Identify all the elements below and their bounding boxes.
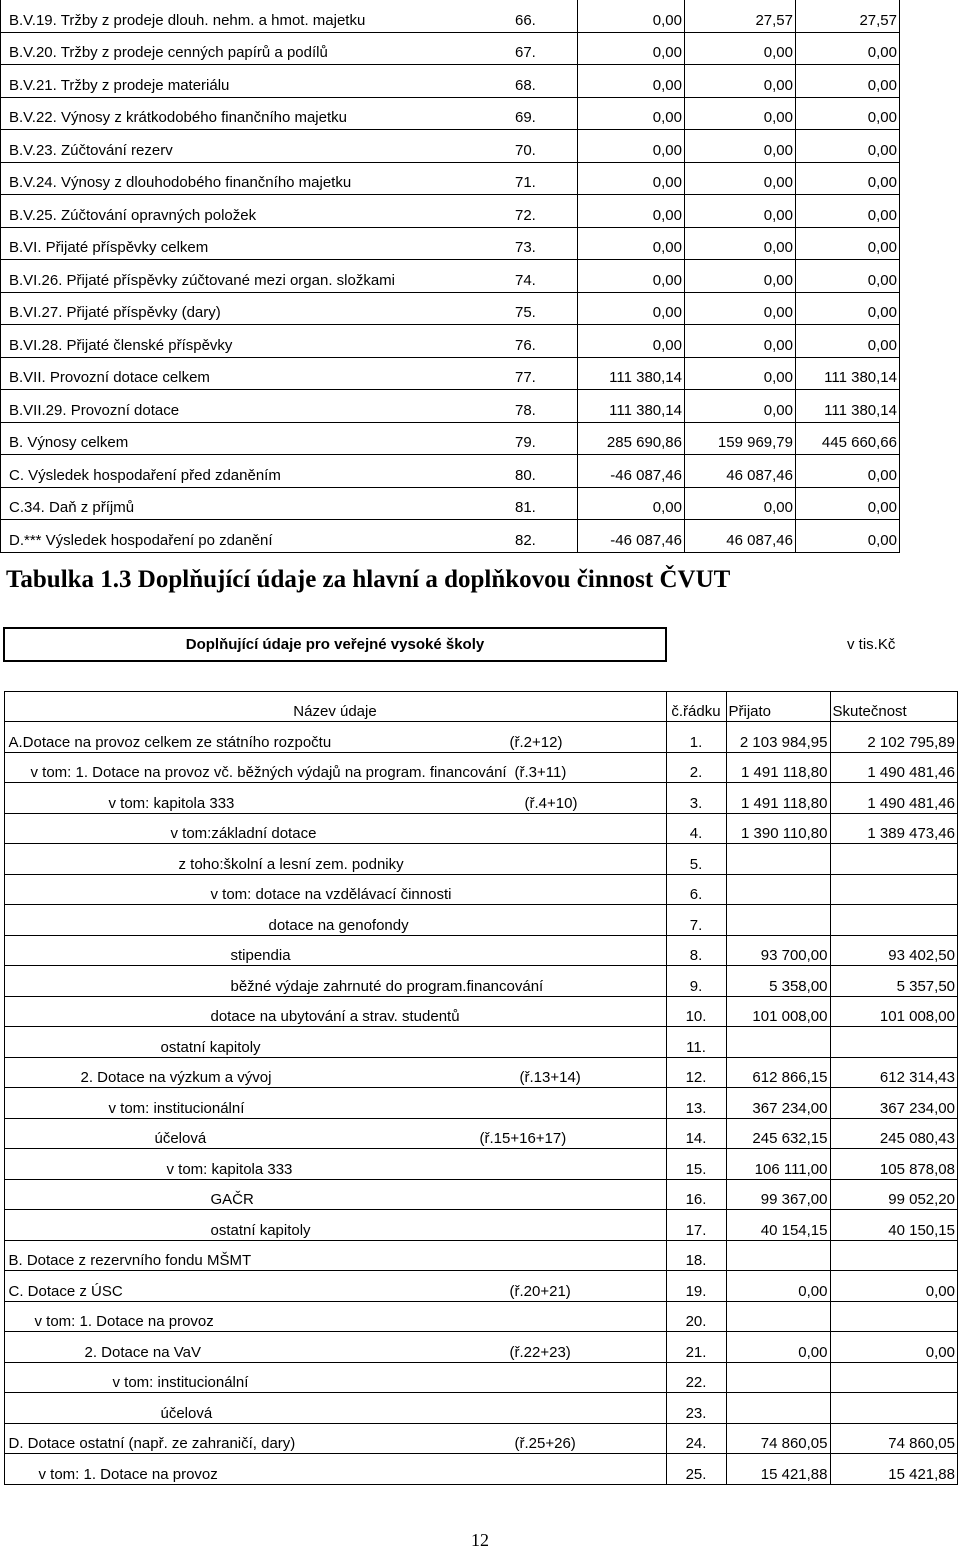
- table-row: [4, 1332, 958, 1363]
- value-1: 0,00: [578, 97, 685, 130]
- item-name: B. Výnosy celkem: [1, 422, 508, 455]
- item-cell: [4, 844, 666, 875]
- value-2: 159 969,79: [685, 422, 796, 455]
- value-3: 0,00: [796, 162, 900, 195]
- item-label: B. Dotace z rezervního fondu MŠMT: [8, 1252, 252, 1269]
- item-label: v tom: institucionální: [112, 1374, 249, 1391]
- row-number: 9.: [666, 966, 726, 997]
- row-number: 13.: [666, 1088, 726, 1119]
- row-number: 78.: [507, 390, 578, 423]
- table-row: [1, 422, 900, 455]
- header-received: Přijato: [726, 691, 830, 722]
- row-number: 68.: [507, 65, 578, 98]
- table-row: [4, 905, 958, 936]
- section-heading: Tabulka 1.3 Doplňující údaje za hlavní a doplňkovou činnost ČVUT: [6, 566, 731, 593]
- item-name: B.VI. Přijaté příspěvky celkem: [1, 227, 508, 260]
- value-3: 0,00: [796, 487, 900, 520]
- value-2: 0,00: [685, 97, 796, 130]
- item-label: dotace na genofondy: [268, 916, 409, 934]
- value-3: 0,00: [796, 65, 900, 98]
- item-cell: [4, 996, 666, 1027]
- row-number: 72.: [507, 195, 578, 228]
- received-value: 0,00: [726, 1332, 830, 1363]
- item-formula: (ř.22+23): [509, 1343, 571, 1361]
- row-number: 15.: [666, 1149, 726, 1180]
- row-number: 24.: [666, 1423, 726, 1454]
- item-name: B.VI.27. Přijaté příspěvky (dary): [1, 292, 508, 325]
- item-cell: [4, 1027, 666, 1058]
- table-row: [1, 357, 900, 390]
- value-2: 0,00: [685, 390, 796, 423]
- table-row: [4, 1454, 958, 1485]
- item-cell: [4, 1332, 666, 1363]
- table-row: [4, 783, 958, 814]
- received-value: [726, 1240, 830, 1271]
- row-number: 6.: [666, 874, 726, 905]
- row-number: 22.: [666, 1362, 726, 1393]
- actual-value: [830, 1362, 958, 1393]
- row-number: 16.: [666, 1179, 726, 1210]
- row-number: 76.: [507, 325, 578, 358]
- table-row: [1, 520, 900, 553]
- item-formula: (ř.20+21): [509, 1282, 571, 1300]
- value-3: 0,00: [796, 292, 900, 325]
- table-row: [4, 1149, 958, 1180]
- value-3: 0,00: [796, 97, 900, 130]
- value-1: 0,00: [578, 32, 685, 65]
- item-label: C. Dotace z ÚSC: [8, 1282, 123, 1300]
- row-number: 4.: [666, 813, 726, 844]
- received-value: 1 491 118,80: [726, 783, 830, 814]
- item-cell: [4, 1271, 666, 1302]
- actual-value: 612 314,43: [830, 1057, 958, 1088]
- value-2: 0,00: [685, 195, 796, 228]
- table-row: [4, 1423, 958, 1454]
- value-3: 111 380,14: [796, 357, 900, 390]
- item-name: B.V.24. Výnosy z dlouhodobého finančního majetku: [1, 162, 508, 195]
- actual-value: [830, 1240, 958, 1271]
- item-name: B.VII.29. Provozní dotace: [1, 390, 508, 423]
- value-2: 0,00: [685, 130, 796, 163]
- row-number: 67.: [507, 32, 578, 65]
- item-formula: (ř.13+14): [519, 1069, 581, 1086]
- item-label: ostatní kapitoly: [210, 1221, 311, 1239]
- table-row: [4, 844, 958, 875]
- actual-value: 2 102 795,89: [830, 722, 958, 753]
- table-row: [1, 260, 900, 293]
- table-row: [1, 487, 900, 520]
- item-name: D.*** Výsledek hospodaření po zdanění: [1, 520, 508, 553]
- row-number: 18.: [666, 1240, 726, 1271]
- value-2: 0,00: [685, 325, 796, 358]
- item-cell: [4, 935, 666, 966]
- value-3: 0,00: [796, 520, 900, 553]
- received-value: [726, 844, 830, 875]
- row-number: 3.: [666, 783, 726, 814]
- item-name: B.VII. Provozní dotace celkem: [1, 357, 508, 390]
- page-number: 12: [471, 1530, 489, 1550]
- actual-value: 5 357,50: [830, 966, 958, 997]
- item-cell: [4, 1057, 666, 1088]
- actual-value: 1 490 481,46: [830, 752, 958, 783]
- row-number: 66.: [507, 0, 578, 32]
- value-3: 111 380,14: [796, 390, 900, 423]
- unit-label: v tis.Kč: [847, 635, 896, 653]
- received-value: 101 008,00: [726, 996, 830, 1027]
- actual-value: 93 402,50: [830, 935, 958, 966]
- row-number: 23.: [666, 1393, 726, 1424]
- supplementary-data-table: [3, 627, 958, 1485]
- value-3: 0,00: [796, 260, 900, 293]
- received-value: 1 390 110,80: [726, 813, 830, 844]
- row-number: 79.: [507, 422, 578, 455]
- item-name: B.VI.28. Přijaté členské příspěvky: [1, 325, 508, 358]
- table-row: [1, 32, 900, 65]
- row-number: 12.: [666, 1057, 726, 1088]
- value-3: 27,57: [796, 0, 900, 32]
- received-value: [726, 874, 830, 905]
- received-value: 0,00: [726, 1271, 830, 1302]
- row-number: 82.: [507, 520, 578, 553]
- value-3: 0,00: [796, 32, 900, 65]
- row-number: 5.: [666, 844, 726, 875]
- received-value: [726, 1027, 830, 1058]
- table-row: [1, 130, 900, 163]
- table-title: Doplňující údaje pro veřejné vysoké školy: [4, 628, 666, 661]
- value-2: 27,57: [685, 0, 796, 32]
- table-row: [1, 292, 900, 325]
- item-cell: [4, 1423, 666, 1454]
- actual-value: [830, 905, 958, 936]
- row-number: 8.: [666, 935, 726, 966]
- item-cell: [4, 1149, 666, 1180]
- spacer-row: [4, 661, 958, 691]
- row-number: 71.: [507, 162, 578, 195]
- row-number: 70.: [507, 130, 578, 163]
- value-3: 0,00: [796, 227, 900, 260]
- row-number: 19.: [666, 1271, 726, 1302]
- header-row-number: č.řádku: [666, 691, 726, 722]
- value-1: -46 087,46: [578, 520, 685, 553]
- row-number: 81.: [507, 487, 578, 520]
- table-row: [4, 1057, 958, 1088]
- value-2: 0,00: [685, 32, 796, 65]
- row-number: 17.: [666, 1210, 726, 1241]
- actual-value: [830, 874, 958, 905]
- item-label: stipendia: [230, 947, 291, 964]
- item-cell: [4, 1301, 666, 1332]
- table-row: [1, 162, 900, 195]
- item-cell: [4, 966, 666, 997]
- item-label: v tom: 1. Dotace na provoz: [34, 1313, 214, 1330]
- table-row: [1, 227, 900, 260]
- actual-value: 0,00: [830, 1332, 958, 1363]
- actual-value: 101 008,00: [830, 996, 958, 1027]
- item-formula: (ř.3+11): [514, 764, 567, 781]
- item-cell: [4, 1454, 666, 1485]
- actual-value: 74 860,05: [830, 1423, 958, 1454]
- item-cell: [4, 722, 666, 753]
- value-1: 0,00: [578, 487, 685, 520]
- item-cell: [4, 813, 666, 844]
- received-value: [726, 1362, 830, 1393]
- item-name: B.V.21. Tržby z prodeje materiálu: [1, 65, 508, 98]
- value-3: 0,00: [796, 130, 900, 163]
- item-label: v tom:základní dotace: [170, 825, 317, 842]
- actual-value: 15 421,88: [830, 1454, 958, 1485]
- received-value: 99 367,00: [726, 1179, 830, 1210]
- item-name: B.V.25. Zúčtování opravných položek: [1, 195, 508, 228]
- value-1: 0,00: [578, 130, 685, 163]
- value-2: 0,00: [685, 162, 796, 195]
- table-row: [4, 996, 958, 1027]
- row-number: 2.: [666, 752, 726, 783]
- item-label: v tom: dotace na vzdělávací činnosti: [210, 886, 452, 903]
- actual-value: 40 150,15: [830, 1210, 958, 1241]
- table-row: [1, 390, 900, 423]
- header-name: Název údaje: [4, 691, 666, 722]
- value-1: 0,00: [578, 162, 685, 195]
- actual-value: 245 080,43: [830, 1118, 958, 1149]
- value-2: 0,00: [685, 357, 796, 390]
- row-number: 75.: [507, 292, 578, 325]
- item-name: B.V.22. Výnosy z krátkodobého finančního majetku: [1, 97, 508, 130]
- actual-value: [830, 844, 958, 875]
- item-label: v tom: kapitola 333: [166, 1160, 293, 1178]
- actual-value: [830, 1301, 958, 1332]
- value-3: 0,00: [796, 325, 900, 358]
- item-label: GAČR: [210, 1191, 254, 1208]
- item-cell: [4, 1179, 666, 1210]
- table-row: [4, 1362, 958, 1393]
- table-row: [4, 1271, 958, 1302]
- actual-value: 1 490 481,46: [830, 783, 958, 814]
- item-name: B.VI.26. Přijaté příspěvky zúčtované mezi organ. složkami: [1, 260, 508, 293]
- value-2: 46 087,46: [685, 455, 796, 488]
- row-number: 69.: [507, 97, 578, 130]
- item-formula: (ř.2+12): [509, 733, 563, 751]
- item-name: B.V.23. Zúčtování rezerv: [1, 130, 508, 163]
- received-value: 5 358,00: [726, 966, 830, 997]
- received-value: 106 111,00: [726, 1149, 830, 1180]
- item-cell: [4, 1362, 666, 1393]
- value-1: 0,00: [578, 292, 685, 325]
- value-1: 0,00: [578, 227, 685, 260]
- column-header-row: [4, 691, 958, 722]
- item-label: 2. Dotace na výzkum a vývoj: [80, 1069, 272, 1086]
- item-label: v tom: institucionální: [108, 1099, 245, 1117]
- item-cell: [4, 752, 666, 783]
- item-label: 2. Dotace na VaV: [84, 1343, 201, 1361]
- value-2: 0,00: [685, 487, 796, 520]
- received-value: [726, 1393, 830, 1424]
- row-number: 77.: [507, 357, 578, 390]
- value-1: 111 380,14: [578, 357, 685, 390]
- actual-value: [830, 1027, 958, 1058]
- received-value: 367 234,00: [726, 1088, 830, 1119]
- table-row: [4, 1210, 958, 1241]
- received-value: [726, 1301, 830, 1332]
- value-3: 445 660,66: [796, 422, 900, 455]
- table-row: [4, 935, 958, 966]
- value-2: 0,00: [685, 292, 796, 325]
- received-value: 245 632,15: [726, 1118, 830, 1149]
- row-number: 1.: [666, 722, 726, 753]
- value-2: 0,00: [685, 260, 796, 293]
- table-row: [4, 813, 958, 844]
- row-number: 80.: [507, 455, 578, 488]
- item-cell: [4, 905, 666, 936]
- table-row: [4, 1393, 958, 1424]
- item-cell: [4, 1210, 666, 1241]
- item-formula: (ř.15+16+17): [479, 1130, 567, 1147]
- actual-value: 1 389 473,46: [830, 813, 958, 844]
- item-cell: [4, 1088, 666, 1119]
- table-row: [1, 325, 900, 358]
- row-number: 73.: [507, 227, 578, 260]
- value-1: 0,00: [578, 260, 685, 293]
- table-row: [1, 455, 900, 488]
- income-statement-table: [0, 0, 900, 553]
- item-label: D. Dotace ostatní (např. ze zahraničí, dary): [8, 1435, 296, 1452]
- item-name: C.34. Daň z příjmů: [1, 487, 508, 520]
- row-number: 14.: [666, 1118, 726, 1149]
- table-row: [4, 1240, 958, 1271]
- item-cell: [4, 874, 666, 905]
- value-1: 111 380,14: [578, 390, 685, 423]
- table-title-row: [4, 628, 958, 661]
- table-row: [4, 874, 958, 905]
- table-row: [1, 97, 900, 130]
- item-cell: [4, 1240, 666, 1271]
- item-cell: [4, 1393, 666, 1424]
- table-row: [4, 752, 958, 783]
- table-row: [1, 65, 900, 98]
- item-formula: (ř.4+10): [524, 794, 578, 812]
- received-value: [726, 905, 830, 936]
- item-label: účelová: [160, 1404, 213, 1422]
- value-3: 0,00: [796, 455, 900, 488]
- item-cell: [4, 783, 666, 814]
- item-label: dotace na ubytování a strav. studentů: [210, 1008, 460, 1025]
- actual-value: 367 234,00: [830, 1088, 958, 1119]
- received-value: 74 860,05: [726, 1423, 830, 1454]
- item-label: účelová: [154, 1130, 207, 1147]
- row-number: 10.: [666, 996, 726, 1027]
- item-label: v tom: 1. Dotace na provoz: [38, 1465, 218, 1483]
- table-row: [4, 966, 958, 997]
- item-label: běžné výdaje zahrnuté do program.financování: [230, 977, 544, 995]
- received-value: 1 491 118,80: [726, 752, 830, 783]
- value-2: 46 087,46: [685, 520, 796, 553]
- item-label: v tom: kapitola 333: [108, 794, 235, 812]
- actual-value: 0,00: [830, 1271, 958, 1302]
- value-2: 0,00: [685, 65, 796, 98]
- table-row: [4, 1301, 958, 1332]
- table-row: [4, 1118, 958, 1149]
- table-row: [1, 0, 900, 32]
- header-actual: Skutečnost: [830, 691, 958, 722]
- table-row: [4, 1027, 958, 1058]
- row-number: 7.: [666, 905, 726, 936]
- item-cell: [4, 1118, 666, 1149]
- actual-value: 105 878,08: [830, 1149, 958, 1180]
- table-row: [4, 1179, 958, 1210]
- item-formula: (ř.25+26): [514, 1435, 576, 1452]
- value-3: 0,00: [796, 195, 900, 228]
- item-label: ostatní kapitoly: [160, 1038, 261, 1056]
- actual-value: 99 052,20: [830, 1179, 958, 1210]
- value-1: 285 690,86: [578, 422, 685, 455]
- received-value: 40 154,15: [726, 1210, 830, 1241]
- received-value: 15 421,88: [726, 1454, 830, 1485]
- received-value: 612 866,15: [726, 1057, 830, 1088]
- row-number: 21.: [666, 1332, 726, 1363]
- value-1: -46 087,46: [578, 455, 685, 488]
- item-name: B.V.19. Tržby z prodeje dlouh. nehm. a hmot. majetku: [1, 0, 508, 32]
- row-number: 11.: [666, 1027, 726, 1058]
- received-value: 2 103 984,95: [726, 722, 830, 753]
- table-row: [4, 1088, 958, 1119]
- row-number: 74.: [507, 260, 578, 293]
- item-label: A.Dotace na provoz celkem ze státního rozpočtu: [8, 733, 332, 751]
- item-name: C. Výsledek hospodaření před zdaněním: [1, 455, 508, 488]
- actual-value: [830, 1393, 958, 1424]
- item-name: B.V.20. Tržby z prodeje cenných papírů a podílů: [1, 32, 508, 65]
- table-row: [1, 195, 900, 228]
- item-label: z toho:školní a lesní zem. podniky: [178, 855, 404, 873]
- row-number: 20.: [666, 1301, 726, 1332]
- value-1: 0,00: [578, 0, 685, 32]
- value-1: 0,00: [578, 65, 685, 98]
- table-row: [4, 722, 958, 753]
- value-1: 0,00: [578, 195, 685, 228]
- item-label: v tom: 1. Dotace na provoz vč. běžných výdajů na program. financování: [30, 764, 507, 781]
- value-2: 0,00: [685, 227, 796, 260]
- row-number: 25.: [666, 1454, 726, 1485]
- value-1: 0,00: [578, 325, 685, 358]
- received-value: 93 700,00: [726, 935, 830, 966]
